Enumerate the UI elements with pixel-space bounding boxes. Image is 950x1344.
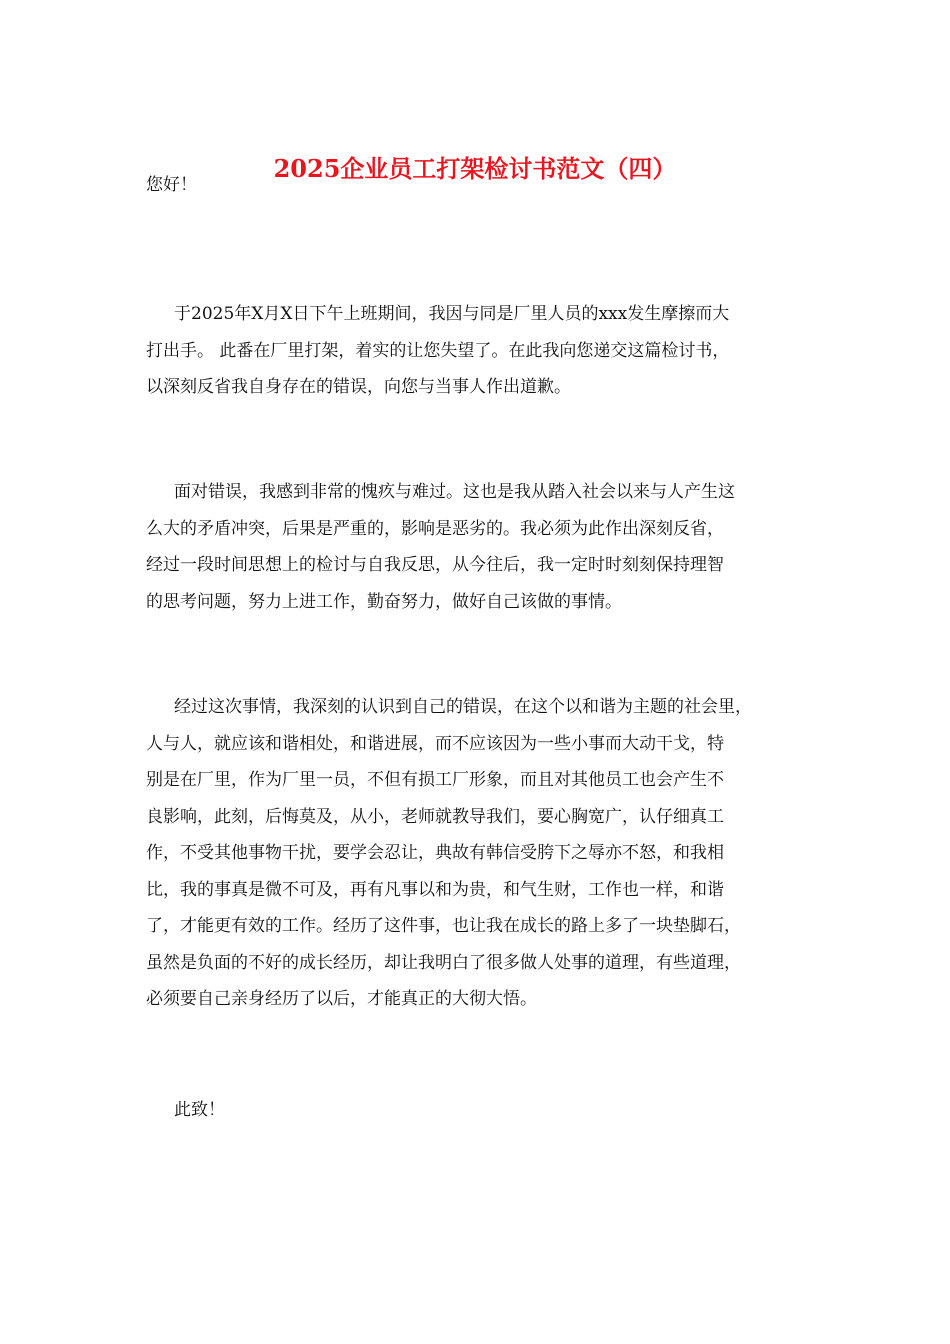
paragraph-3	[146, 689, 826, 1018]
paragraph-line: 比，我的事真是微不可及，再有凡事以和为贵，和气生财，工作也一样，和谐	[146, 879, 724, 900]
paragraph-line: 别是在厂里，作为厂里一员，不但有损工厂形象，而且对其他员工也会产生不	[146, 770, 724, 790]
paragraph-line: 以深刻反省我自身存在的错误，向您与当事人作出道歉。	[146, 377, 571, 397]
document-title: 2025企业员工打架检讨书范文（四）	[273, 154, 677, 183]
paragraph-line: 经过这次事情，我深刻的认识到自己的错误，在这个以和谐为主题的社会里，	[174, 697, 752, 717]
paragraph-line: 虽然是负面的不好的成长经历，却让我明白了很多做人处事的道理，有些道理，	[146, 952, 741, 973]
salutation: 您好！	[146, 175, 197, 195]
paragraph-line: 的思考问题，努力上进工作，勤奋努力，做好自己该做的事情。	[146, 591, 622, 612]
paragraph-line: 良影响，此刻，后悔莫及，从小，老师就教导我们，要心胸宽广，认仔细真工	[146, 806, 724, 827]
paragraph-line: 经过一段时间思想上的检讨与自我反思，从今往后，我一定时时刻刻保持理智	[146, 555, 724, 575]
paragraph-line: 必须要自己亲身经历了以后，才能真正的大彻大悟。	[146, 989, 537, 1009]
paragraph-2	[146, 474, 826, 620]
paragraph-line: 了，才能更有效的工作。经历了这件事，也让我在成长的路上多了一块垫脚石，	[146, 916, 741, 936]
paragraph-line: 面对错误，我感到非常的愧疚与难过。这也是我从踏入社会以来与人产生这	[174, 482, 735, 502]
closing: 此致！	[174, 1100, 225, 1120]
paragraph-line: 人与人，就应该和谐相处，和谐进展，而不应该因为一些小事而大动干戈，特	[146, 733, 724, 754]
paragraph-line: 么大的矛盾冲突，后果是严重的，影响是恶劣的。我必须为此作出深刻反省，	[146, 518, 724, 539]
paragraph-line: 打出手。 此番在厂里打架，着实的让您失望了。在此我向您递交这篇检讨书，	[146, 340, 730, 361]
paragraph-line: 于2025年X月X日下午上班期间，我因与同是厂里人员的xxx发生摩擦而大	[174, 304, 730, 324]
paragraph-line: 作，不受其他事物干扰，要学会忍让，典故有韩信受胯下之辱亦不怒，和我相	[146, 843, 724, 863]
paragraph-1	[146, 296, 826, 406]
